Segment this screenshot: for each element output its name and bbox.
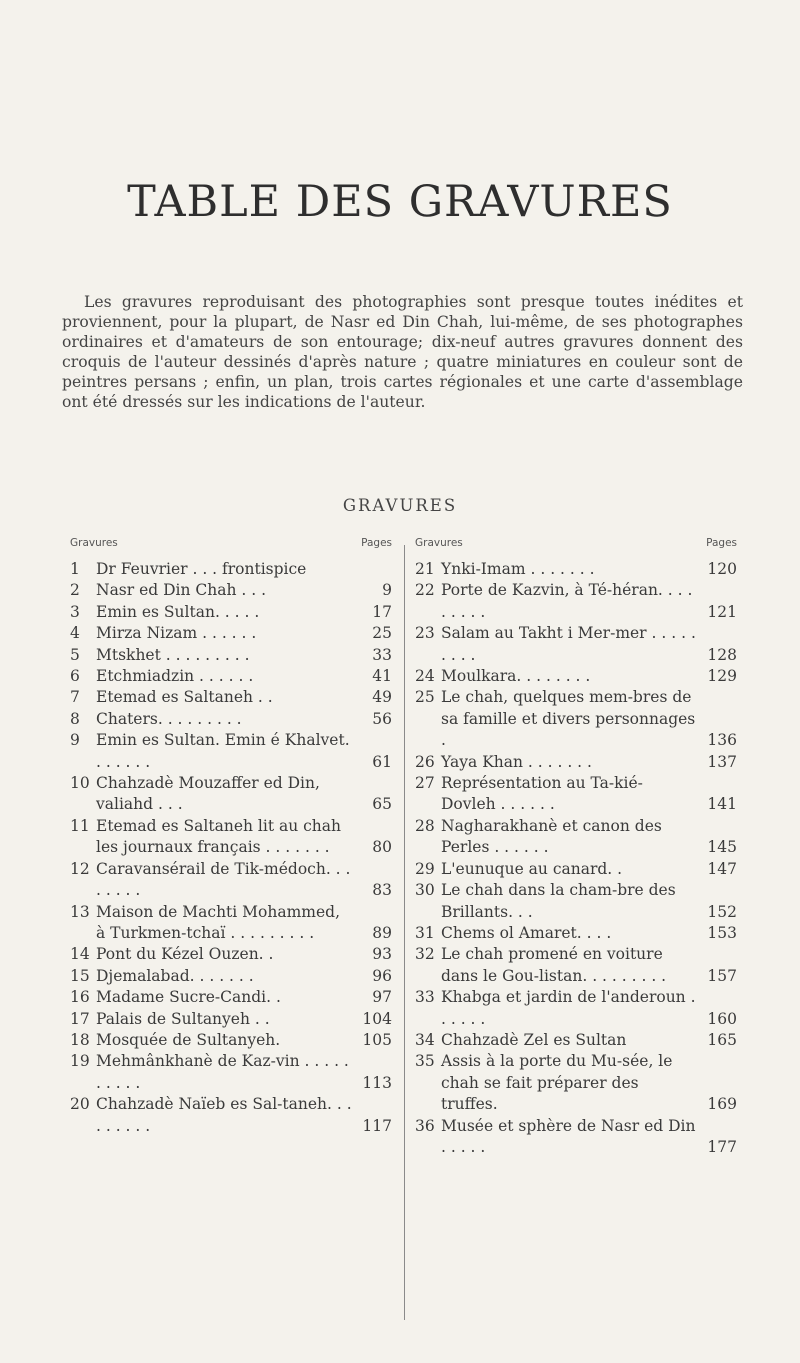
entry-page: 117 [362,1116,392,1135]
entry-title: Le chah promené en voiture dans le Gou-listan. . . . . . . . . [441,945,667,985]
entry-title: Dr Feuvrier . . . frontispice [96,560,307,578]
entry-number: 1 [70,560,80,578]
list-item [415,687,737,751]
list-item [70,687,392,708]
list-item [70,623,392,644]
entry-title: Mehmânkhanè de Kaz-vin . . . . . . . . . . [96,1052,349,1092]
entry-number: 25 [415,688,435,707]
list-item [70,816,392,859]
entry-number: 19 [70,1052,90,1071]
list-item [70,859,392,902]
list-item [70,559,392,580]
list-item [70,1030,392,1051]
entry-page: 97 [372,988,392,1007]
page-title: TABLE DES GRAVURES [127,176,673,227]
list-item [70,645,392,666]
entry-number: 36 [415,1116,435,1135]
intro-paragraph: Les gravures reproduisant des photographies sont presque toutes inédites et proviennent, pour la plupart, de Nasr ed Din Chah, lui-même, de ses photographes ordinaires et d'amateurs de son entourage; dix-neuf autres gravures donnent des croquis de l'auteur dessinés d'après nature ; quatre miniatures en couleur sont de peintres persans ; enfin, un plan, trois cartes régionales et une carte d'assemblage ont été dressés sur les indications de l'auteur. [62,293,743,411]
entry-number: 28 [415,816,435,835]
entry-page: 93 [372,945,392,964]
entry-title: Assis à la porte du Mu-sée, le chah se fait préparer des truffes. [441,1052,673,1114]
entry-number: 15 [70,966,90,985]
entry-page: 120 [707,560,737,578]
list-item [70,773,392,816]
right-head-gravures: Gravures [415,537,463,549]
list-item [415,1051,737,1115]
entry-page: 177 [707,1137,737,1156]
entry-page: 147 [707,859,737,878]
entry-page: 152 [707,902,737,921]
entry-number: 32 [415,945,435,964]
entry-title: Le chah, quelques mem-bres de sa famille et divers personnages . [441,688,696,750]
entry-title: Etemad es Saltaneh . . [96,688,273,707]
entry-page: 25 [372,624,392,643]
entry-number: 12 [70,859,90,878]
list-item [415,1030,737,1051]
entry-title: Palais de Sultanyeh . . [96,1009,270,1028]
entry-page: 145 [707,838,737,857]
list-item [415,880,737,923]
entry-title: Etchmiadzin . . . . . . [96,667,254,686]
entry-number: 27 [415,774,435,793]
right-column [415,537,737,1158]
entry-number: 14 [70,945,90,964]
entry-page: 33 [372,645,392,664]
list-item [70,1009,392,1030]
entry-title: L'eunuque au canard. . [441,859,623,878]
entry-number: 23 [415,624,435,643]
entry-number: 7 [70,688,80,707]
entry-title: Nasr ed Din Chah . . . [96,581,267,600]
entry-number: 3 [70,602,80,621]
entry-title: Représentation au Ta-kié-Dovleh . . . . . . [441,774,643,814]
column-divider [404,545,405,1320]
list-item [70,730,392,773]
entry-title: Porte de Kazvin, à Té-héran. . . . . . . . . [441,581,693,621]
entry-page: 49 [372,688,392,707]
entry-title: Chaters. . . . . . . . . [96,709,242,728]
entry-page: 141 [707,795,737,814]
left-column-header [70,537,392,555]
entry-title: Salam au Takht i Mer-mer . . . . . . . . . [441,624,696,664]
entry-number: 34 [415,1030,435,1049]
entry-number: 18 [70,1030,90,1049]
entry-number: 17 [70,1009,90,1028]
list-item [70,666,392,687]
entry-page: 89 [372,923,392,942]
entry-page: 128 [707,645,737,664]
entry-number: 35 [415,1052,435,1071]
entry-page: 113 [362,1073,392,1092]
entry-number: 4 [70,624,80,643]
entry-number: 31 [415,923,435,942]
entry-title: Ynki-Imam . . . . . . . [441,560,595,578]
list-item [70,709,392,730]
entry-page: 96 [372,966,392,985]
list-item [415,816,737,859]
entry-page: 121 [707,602,737,621]
entry-page: 41 [372,667,392,686]
entry-title: Mosquée de Sultanyeh. [96,1030,281,1049]
list-item [70,966,392,987]
entry-page: 153 [707,923,737,942]
entry-page: 165 [707,1030,737,1049]
entry-page: 105 [362,1030,392,1049]
entry-title: Nagharakhanè et canon des Perles . . . . . . [441,816,662,857]
list-item [70,944,392,965]
entry-number: 6 [70,667,80,686]
list-item [70,580,392,601]
right-head-pages: Pages [706,537,737,549]
entry-title: Etemad es Saltaneh lit au chah les journaux français . . . . . . . [96,816,342,857]
entry-number: 11 [70,816,90,835]
entry-page: 17 [372,602,392,621]
entry-page: 104 [362,1009,392,1028]
entry-number: 5 [70,645,80,664]
entry-title: Pont du Kézel Ouzen. . [96,945,274,964]
entry-number: 21 [415,560,435,578]
entry-number: 30 [415,881,435,900]
list-item [415,666,737,687]
entry-number: 2 [70,581,80,600]
entry-number: 29 [415,859,435,878]
list-item [415,923,737,944]
right-entry-list [415,559,737,1158]
entry-title: Maison de Machti Mohammed, à Turkmen-tchaï . . . . . . . . . [96,902,341,942]
entry-title: Chahzadè Zel es Sultan [441,1030,627,1049]
list-item [70,1051,392,1094]
entry-number: 10 [70,774,90,793]
list-item [70,1094,392,1137]
entry-title: Mirza Nizam . . . . . . [96,624,257,643]
entry-page: 129 [707,667,737,686]
list-item [415,944,737,987]
entry-title: Djemalabad. . . . . . . [96,966,254,985]
list-item [70,602,392,623]
entry-page: 169 [707,1095,737,1114]
entry-title: Emin es Sultan. . . . . [96,602,260,621]
entry-title: Yaya Khan . . . . . . . [441,752,592,771]
entry-title: Khabga et jardin de l'anderoun . . . . . . [441,988,696,1028]
entry-title: Moulkara. . . . . . . . [441,667,591,686]
list-item [415,773,737,816]
list-item [415,580,737,623]
list-item [70,987,392,1008]
left-head-gravures: Gravures [70,537,118,549]
entry-title: Emin es Sultan. Emin é Khalvet. . . . . . . [96,731,350,771]
list-item [415,752,737,773]
entry-page: 61 [372,752,392,771]
entry-page: 157 [707,966,737,985]
entry-title: Musée et sphère de Nasr ed Din . . . . . [441,1116,696,1156]
entry-number: 16 [70,988,90,1007]
section-subtitle: GRAVURES [342,496,458,515]
entry-title: Le chah dans la cham-bre des Brillants. . . [441,881,676,921]
entry-title: Mtskhet . . . . . . . . . [96,645,250,664]
entry-page: 65 [372,795,392,814]
entry-page: 160 [707,1009,737,1028]
entry-title: Chems ol Amaret. . . . [441,923,612,942]
list-item [415,859,737,880]
list-item [415,1116,737,1159]
left-entry-list [70,559,392,1137]
entry-page: 56 [372,709,392,728]
entry-number: 26 [415,752,435,771]
entry-page: 83 [372,881,392,900]
entry-title: Madame Sucre-Candi. . [96,988,281,1007]
entry-title: Chahzadè Mouzaffer ed Din, valiahd . . . [96,774,320,814]
entry-title: Chahzadè Naïeb es Sal-taneh. . . . . . . . . [96,1095,352,1135]
left-column [70,537,392,1137]
entry-number: 8 [70,709,80,728]
entry-title: Caravansérail de Tik-médoch. . . . . . . . [96,859,351,900]
entry-number: 24 [415,667,435,686]
entry-page: 80 [372,838,392,857]
list-item [415,559,737,580]
list-item [415,987,737,1030]
entry-page: 9 [382,581,392,600]
entry-number: 22 [415,581,435,600]
entry-page: 136 [707,731,737,750]
left-head-pages: Pages [361,537,392,549]
entry-number: 33 [415,988,435,1007]
entry-number: 13 [70,902,90,921]
list-item [70,902,392,945]
entry-number: 9 [70,731,80,750]
entry-number: 20 [70,1095,90,1114]
list-item [415,623,737,666]
entry-page: 137 [707,752,737,771]
right-column-header [415,537,737,555]
